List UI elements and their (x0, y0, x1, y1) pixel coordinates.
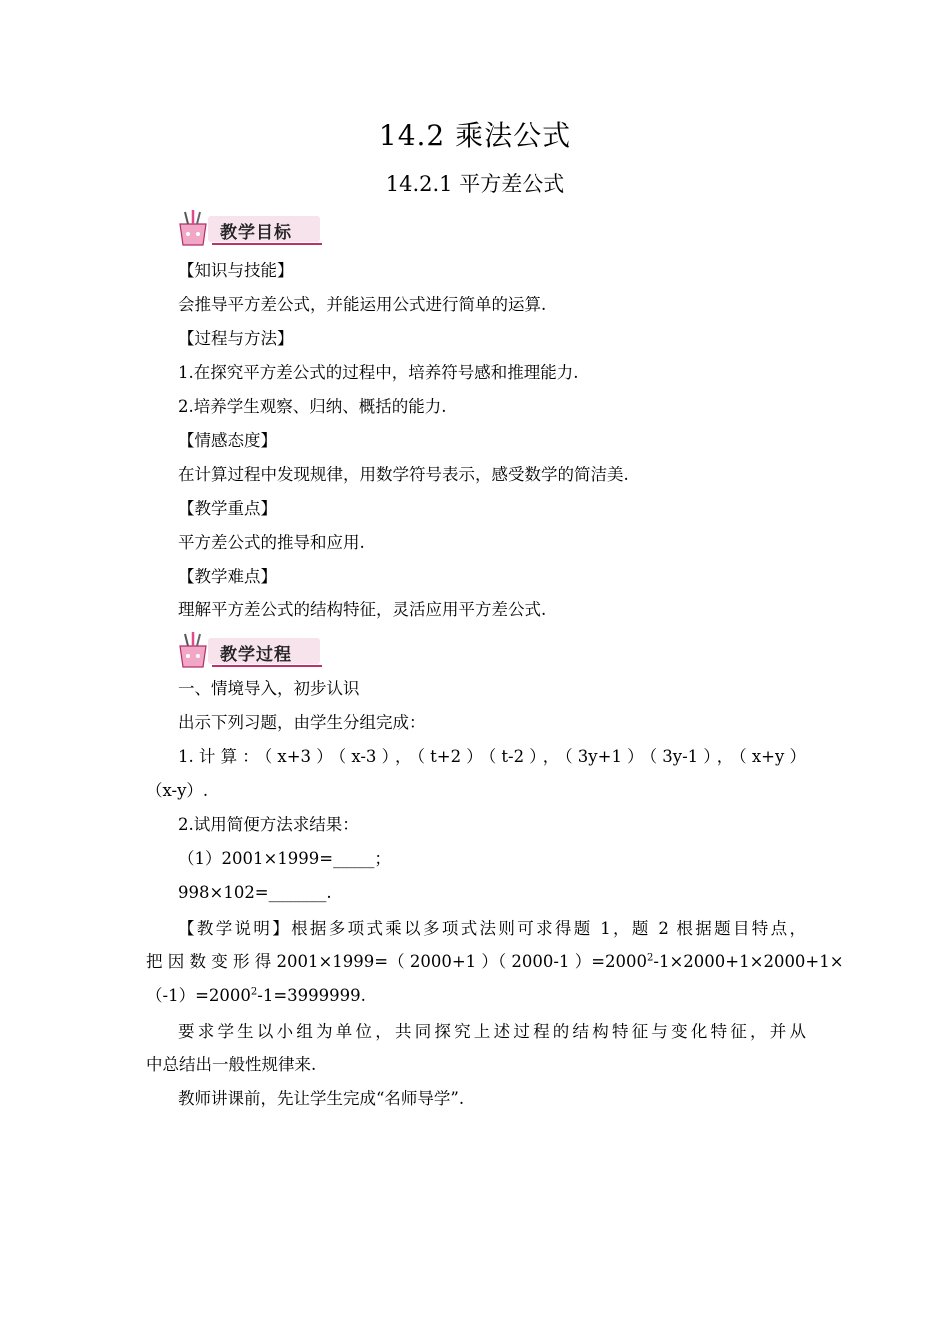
key-heading: 【教学重点】 (178, 499, 277, 518)
note-line2-start: 把 因 数 变 形 得 2001×1999=（ 2000+1 ）（ 2000-1 ）=2000 (146, 952, 648, 971)
note-line3-end: -1=3999999. (257, 986, 366, 1005)
knowledge-text: 会推导平方差公式，并能运用公式进行简单的运算. (178, 295, 547, 314)
section-badge-objectives (172, 208, 324, 248)
badge-label-objectives: 教学目标 (220, 223, 292, 243)
note-line3 (146, 984, 366, 1008)
page-title: 14.2 乘法公式 (378, 119, 572, 152)
question2-part2: 998×102=_______. (178, 883, 332, 902)
difficulty-heading: 【教学难点】 (178, 567, 277, 586)
key-text: 平方差公式的推导和应用. (178, 533, 365, 552)
process-item-1: 1.在探究平方差公式的过程中，培养符号感和推理能力. (178, 363, 579, 382)
superscript-2: 2 (250, 986, 258, 998)
process-heading: 【过程与方法】 (178, 329, 294, 348)
requirement-line2: 中总结出一般性规律来. (146, 1055, 317, 1074)
section1-heading: 一、情境导入，初步认识 (178, 679, 360, 698)
teacher-note: 教师讲课前，先让学生完成“名师导学”. (178, 1089, 465, 1108)
process-item-2: 2.培养学生观察、归纳、概括的能力. (178, 397, 447, 416)
question1-line1: 1.计算：（x+3）（x-3），（t+2）（t-2），（3y+1）（3y-1），（x+y） (178, 747, 806, 766)
note-line3-start: （-1）=2000 (146, 986, 251, 1005)
question1-line2: （x-y）. (146, 781, 209, 800)
page-subtitle: 14.2.1 平方差公式 (385, 172, 565, 196)
note-line1: 【教学说明】根据多项式乘以多项式法则可求得题 1，题 2 根据题目特点， (178, 919, 806, 938)
question2-part1: （1）2001×1999=_____； (178, 849, 391, 868)
emotion-heading: 【情感态度】 (178, 431, 277, 450)
intro-text: 出示下列习题，由学生分组完成： (178, 713, 426, 732)
badge-label-process: 教学过程 (220, 645, 292, 665)
requirement-line1: 要求学生以小组为单位，共同探究上述过程的结构特征与变化特征，并从 (178, 1022, 806, 1041)
question2: 2.试用简便方法求结果： (178, 815, 359, 834)
difficulty-text: 理解平方差公式的结构特征，灵活应用平方差公式. (178, 600, 547, 619)
note-line2-end: -1×2000+1×2000+1× (653, 952, 844, 971)
knowledge-heading: 【知识与技能】 (178, 261, 294, 280)
emotion-text: 在计算过程中发现规律，用数学符号表示，感受数学的简洁美. (178, 465, 629, 484)
section-badge-process (172, 630, 324, 670)
note-line2 (146, 950, 844, 974)
superscript-2: 2 (647, 952, 654, 964)
